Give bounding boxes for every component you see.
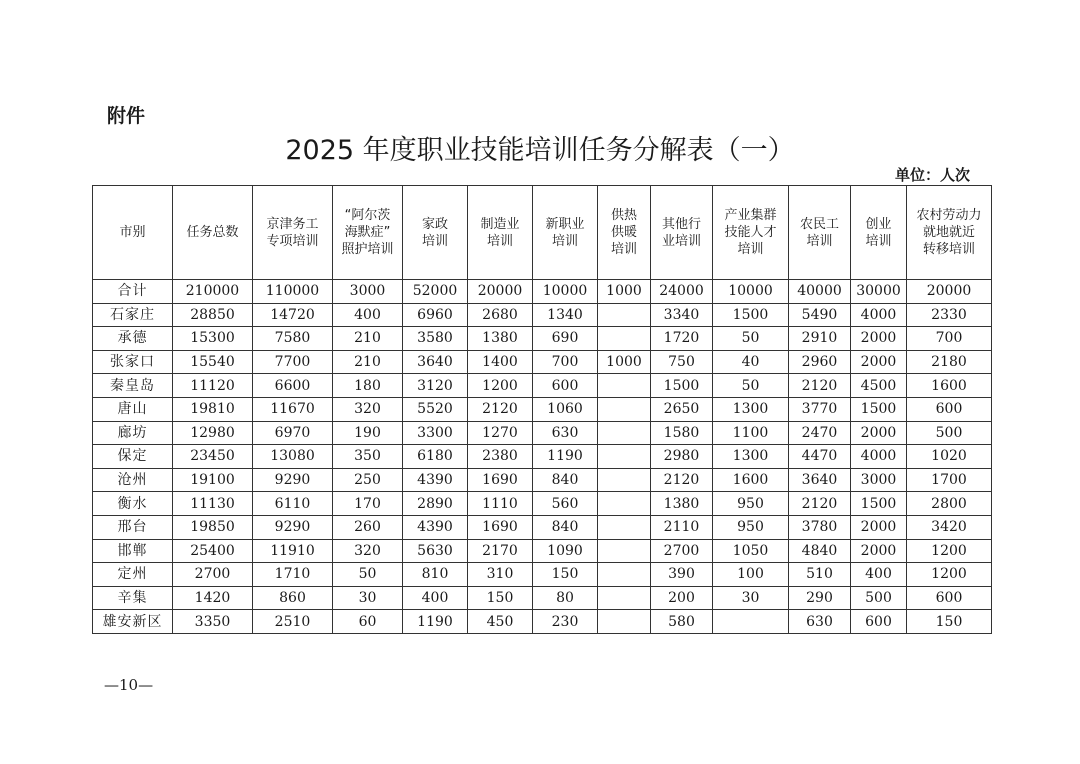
table-row	[93, 303, 992, 327]
column-header: 家政 培训	[403, 186, 468, 280]
table-cell: 500	[851, 586, 907, 610]
table-cell: 24000	[651, 280, 713, 304]
table-cell: 11670	[253, 397, 333, 421]
column-header: 农民工 培训	[789, 186, 851, 280]
table-cell: 52000	[403, 280, 468, 304]
table-row	[93, 397, 992, 421]
table-cell: 19850	[173, 515, 253, 539]
table-cell: 810	[403, 563, 468, 587]
table-row	[93, 350, 992, 374]
table-cell: 50	[713, 327, 789, 351]
city-cell: 邯郸	[93, 539, 173, 563]
table-cell: 1600	[907, 374, 992, 398]
table-cell	[598, 468, 651, 492]
table-cell: 30	[713, 586, 789, 610]
table-cell: 1190	[533, 445, 598, 469]
table-cell: 2800	[907, 492, 992, 516]
table-cell: 2980	[651, 445, 713, 469]
column-header: 市别	[93, 186, 173, 280]
table-cell: 230	[533, 610, 598, 634]
table-cell: 180	[333, 374, 403, 398]
table-cell: 1340	[533, 303, 598, 327]
table-cell: 400	[851, 563, 907, 587]
city-cell: 唐山	[93, 397, 173, 421]
table-cell: 2180	[907, 350, 992, 374]
table-row	[93, 492, 992, 516]
table-cell	[598, 515, 651, 539]
table-cell: 15300	[173, 327, 253, 351]
table-cell: 2910	[789, 327, 851, 351]
city-cell: 秦皇岛	[93, 374, 173, 398]
table-cell: 210	[333, 350, 403, 374]
table-cell: 11120	[173, 374, 253, 398]
table-row	[93, 563, 992, 587]
table-cell: 1380	[651, 492, 713, 516]
table-cell: 840	[533, 468, 598, 492]
table-cell: 4000	[851, 303, 907, 327]
table-cell: 700	[907, 327, 992, 351]
table-cell: 630	[789, 610, 851, 634]
table-cell: 510	[789, 563, 851, 587]
table-cell: 190	[333, 421, 403, 445]
table-row	[93, 374, 992, 398]
table-cell: 1700	[907, 468, 992, 492]
table-cell: 560	[533, 492, 598, 516]
table-cell: 450	[468, 610, 533, 634]
table-cell: 50	[713, 374, 789, 398]
city-cell: 承德	[93, 327, 173, 351]
table-cell: 2330	[907, 303, 992, 327]
table-cell: 400	[333, 303, 403, 327]
table-cell: 20000	[907, 280, 992, 304]
table-cell: 3420	[907, 515, 992, 539]
table-cell: 2700	[173, 563, 253, 587]
table-cell: 600	[907, 397, 992, 421]
table-cell: 250	[333, 468, 403, 492]
table-cell: 110000	[253, 280, 333, 304]
table-cell: 1050	[713, 539, 789, 563]
table-cell: 580	[651, 610, 713, 634]
table-row	[93, 445, 992, 469]
table-cell: 1600	[713, 468, 789, 492]
table-cell: 1110	[468, 492, 533, 516]
table-cell: 3640	[403, 350, 468, 374]
table-cell: 3640	[789, 468, 851, 492]
table-cell: 2000	[851, 515, 907, 539]
page-number: —10—	[104, 676, 154, 694]
page-title: 2025 年度职业技能培训任务分解表（一）	[285, 135, 795, 166]
table-cell: 600	[533, 374, 598, 398]
table-cell: 290	[789, 586, 851, 610]
table-cell: 2000	[851, 327, 907, 351]
table-cell: 2650	[651, 397, 713, 421]
table-cell: 1420	[173, 586, 253, 610]
table-cell: 4470	[789, 445, 851, 469]
table-cell: 2890	[403, 492, 468, 516]
table-cell: 1300	[713, 445, 789, 469]
table-cell: 4390	[403, 468, 468, 492]
training-task-table	[92, 185, 992, 634]
table-row	[93, 468, 992, 492]
table-cell: 4500	[851, 374, 907, 398]
table-cell: 3580	[403, 327, 468, 351]
table-cell: 2510	[253, 610, 333, 634]
city-cell: 邢台	[93, 515, 173, 539]
table-cell: 2110	[651, 515, 713, 539]
table-cell: 10000	[533, 280, 598, 304]
table-cell: 3300	[403, 421, 468, 445]
table-cell: 30000	[851, 280, 907, 304]
table-cell: 23450	[173, 445, 253, 469]
table-cell: 390	[651, 563, 713, 587]
table-cell: 200	[651, 586, 713, 610]
table-cell: 4000	[851, 445, 907, 469]
total-row	[93, 280, 992, 304]
table-cell: 13080	[253, 445, 333, 469]
table-cell: 2380	[468, 445, 533, 469]
table-cell: 1020	[907, 445, 992, 469]
table-cell: 80	[533, 586, 598, 610]
table-cell	[598, 374, 651, 398]
table-cell: 1000	[598, 280, 651, 304]
table-cell: 2000	[851, 539, 907, 563]
table-cell: 500	[907, 421, 992, 445]
table-cell: 5630	[403, 539, 468, 563]
city-cell: 廊坊	[93, 421, 173, 445]
column-header: 其他行 业培训	[651, 186, 713, 280]
table-cell: 320	[333, 397, 403, 421]
table-cell: 7580	[253, 327, 333, 351]
column-header: 农村劳动力 就地就近 转移培训	[907, 186, 992, 280]
table-cell: 1200	[468, 374, 533, 398]
table-cell: 2120	[651, 468, 713, 492]
table-cell: 10000	[713, 280, 789, 304]
column-header: 制造业 培训	[468, 186, 533, 280]
table-cell: 170	[333, 492, 403, 516]
table-cell: 350	[333, 445, 403, 469]
table-cell	[598, 327, 651, 351]
table-cell: 9290	[253, 468, 333, 492]
table-cell: 3350	[173, 610, 253, 634]
table-cell: 4840	[789, 539, 851, 563]
table-cell: 310	[468, 563, 533, 587]
table-cell: 1270	[468, 421, 533, 445]
table-row	[93, 610, 992, 634]
table-cell: 12980	[173, 421, 253, 445]
table-cell: 2120	[789, 492, 851, 516]
table-cell: 1090	[533, 539, 598, 563]
table-cell: 2120	[789, 374, 851, 398]
table-cell: 19810	[173, 397, 253, 421]
unit-label: 单位：人次	[895, 166, 971, 184]
table-header-row	[93, 186, 992, 280]
table-cell	[598, 539, 651, 563]
table-cell	[598, 303, 651, 327]
table-cell: 6960	[403, 303, 468, 327]
table-cell: 15540	[173, 350, 253, 374]
table-cell: 50	[333, 563, 403, 587]
table-cell: 840	[533, 515, 598, 539]
table-cell: 600	[851, 610, 907, 634]
table-row	[93, 586, 992, 610]
table-cell: 1200	[907, 539, 992, 563]
city-cell: 张家口	[93, 350, 173, 374]
table-cell: 3770	[789, 397, 851, 421]
city-cell: 衡水	[93, 492, 173, 516]
table-cell: 4390	[403, 515, 468, 539]
column-header: 任务总数	[173, 186, 253, 280]
table-cell: 3000	[333, 280, 403, 304]
table-cell: 1690	[468, 468, 533, 492]
table-cell: 100	[713, 563, 789, 587]
table-cell	[598, 586, 651, 610]
table-cell: 150	[907, 610, 992, 634]
table-cell: 1400	[468, 350, 533, 374]
table-cell: 5490	[789, 303, 851, 327]
table-row	[93, 539, 992, 563]
table-cell: 11910	[253, 539, 333, 563]
table-cell: 1000	[598, 350, 651, 374]
table-cell	[598, 421, 651, 445]
attachment-label: 附件	[107, 105, 146, 127]
table-cell: 210000	[173, 280, 253, 304]
column-header: 供热 供暖 培训	[598, 186, 651, 280]
table-cell: 210	[333, 327, 403, 351]
table-cell: 1690	[468, 515, 533, 539]
table-cell: 1500	[713, 303, 789, 327]
table-cell: 19100	[173, 468, 253, 492]
table-cell: 320	[333, 539, 403, 563]
table-row	[93, 327, 992, 351]
table-cell: 700	[533, 350, 598, 374]
table-cell: 690	[533, 327, 598, 351]
city-cell: 石家庄	[93, 303, 173, 327]
table-cell: 1710	[253, 563, 333, 587]
table-cell: 14720	[253, 303, 333, 327]
table-cell: 150	[533, 563, 598, 587]
table-cell: 950	[713, 492, 789, 516]
table-cell: 9290	[253, 515, 333, 539]
table-cell: 2000	[851, 421, 907, 445]
table-cell: 2470	[789, 421, 851, 445]
table-cell: 860	[253, 586, 333, 610]
table-cell	[713, 610, 789, 634]
table-cell: 950	[713, 515, 789, 539]
table-cell: 630	[533, 421, 598, 445]
table-cell: 1500	[851, 492, 907, 516]
table-cell: 1200	[907, 563, 992, 587]
table-cell	[598, 397, 651, 421]
table-cell: 600	[907, 586, 992, 610]
table-cell: 1190	[403, 610, 468, 634]
table-cell: 3000	[851, 468, 907, 492]
table-cell: 150	[468, 586, 533, 610]
city-cell: 定州	[93, 563, 173, 587]
table-cell: 400	[403, 586, 468, 610]
table-cell: 6970	[253, 421, 333, 445]
table-cell: 60	[333, 610, 403, 634]
table-cell	[598, 563, 651, 587]
column-header: “阿尔茨 海默症” 照护培训	[333, 186, 403, 280]
city-cell: 沧州	[93, 468, 173, 492]
table-cell: 20000	[468, 280, 533, 304]
table-cell: 3120	[403, 374, 468, 398]
table-cell: 2960	[789, 350, 851, 374]
column-header: 新职业 培训	[533, 186, 598, 280]
city-cell: 辛集	[93, 586, 173, 610]
city-cell: 保定	[93, 445, 173, 469]
table-row	[93, 515, 992, 539]
column-header: 产业集群 技能人才 培训	[713, 186, 789, 280]
table-cell: 1500	[651, 374, 713, 398]
column-header: 京津务工 专项培训	[253, 186, 333, 280]
table-cell: 1300	[713, 397, 789, 421]
table-cell: 3340	[651, 303, 713, 327]
table-cell	[598, 445, 651, 469]
table-cell: 2700	[651, 539, 713, 563]
table-cell	[598, 492, 651, 516]
table-row	[93, 421, 992, 445]
table-cell: 1500	[851, 397, 907, 421]
table-cell: 1580	[651, 421, 713, 445]
table-cell: 6110	[253, 492, 333, 516]
table-cell: 11130	[173, 492, 253, 516]
column-header: 创业 培训	[851, 186, 907, 280]
table-cell: 750	[651, 350, 713, 374]
table-cell: 5520	[403, 397, 468, 421]
table-cell: 28850	[173, 303, 253, 327]
table-cell: 2000	[851, 350, 907, 374]
table-cell: 1720	[651, 327, 713, 351]
table-cell: 30	[333, 586, 403, 610]
city-cell: 合计	[93, 280, 173, 304]
table-cell: 40000	[789, 280, 851, 304]
table-cell: 6600	[253, 374, 333, 398]
table-cell: 40	[713, 350, 789, 374]
table-cell: 7700	[253, 350, 333, 374]
table-cell: 1380	[468, 327, 533, 351]
table-cell: 260	[333, 515, 403, 539]
table-cell: 2170	[468, 539, 533, 563]
table-cell: 25400	[173, 539, 253, 563]
table-cell: 1100	[713, 421, 789, 445]
table-cell	[598, 610, 651, 634]
table-cell: 3780	[789, 515, 851, 539]
table-cell: 6180	[403, 445, 468, 469]
table-cell: 2680	[468, 303, 533, 327]
table-cell: 1060	[533, 397, 598, 421]
city-cell: 雄安新区	[93, 610, 173, 634]
table-cell: 2120	[468, 397, 533, 421]
